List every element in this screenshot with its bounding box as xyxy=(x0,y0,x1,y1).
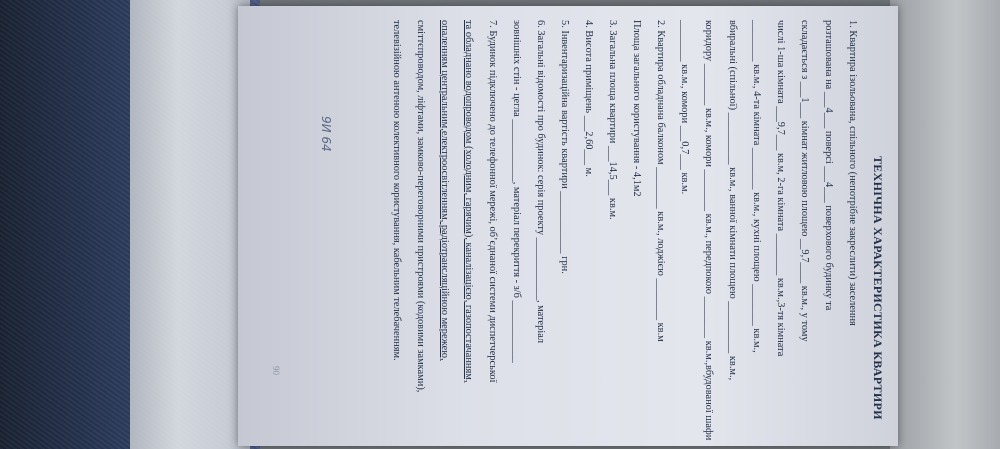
doc-line-8: ________ кв.м., комори ___0,7___ кв.м. xyxy=(679,20,690,195)
doc-line-1: 1. Квартира ізольована, спільного (непотрібне закреслити) заселення xyxy=(847,20,858,326)
background-fabric xyxy=(130,0,250,449)
doc-line-18: опаленням центральним,електроосвітленням, радіотрансляційною мережею, xyxy=(439,20,450,361)
doc-line-3: складається з ___1___ кімнат житловою площею __9,7____ кв.м., у тому xyxy=(799,20,810,342)
page-mark: 90 xyxy=(271,366,281,375)
doc-line-19: сміттєпроводом, ліфтами, замково-переговорними пристроями (кодовими замками), xyxy=(415,20,426,393)
doc-line-2: розташована на ___4___ поверсі ___4___ поверхового будинку та xyxy=(823,20,834,311)
doc-line-13: 5. Інвентаризаційна вартість квартири ____________ грн. xyxy=(559,20,570,274)
handwritten-note: 9И 64 xyxy=(319,116,333,152)
doc-line-4: числі 1-ша кімната ___9,7___ кв.м, 2-га кімната ________ кв.м.,3-тя кімната xyxy=(775,20,786,357)
doc-line-15: зовнішніх стін - цегла ____________, матеріал перекриття - з/б ____________ xyxy=(511,20,522,363)
doc-line-5: ________ кв.м., 4-та кімната ________ кв.м., кухні площею ________ кв.м., xyxy=(751,20,762,353)
doc-line-17: та обладнано водопроводом (холодним, гарячим), каналізацією, газопостачанням, xyxy=(463,20,474,383)
background-surface xyxy=(890,0,1000,449)
doc-line-14: 6. Загальні відомості про будинок: серія проекту ____________, матеріал xyxy=(535,20,546,344)
doc-line-20: телевізійною антеною колективного користування, кабельним телебаченням. xyxy=(391,20,402,361)
document-content xyxy=(271,6,898,441)
doc-line-9: 2. Квартира обладнана балконом ________ кв.м., лоджією ________ кв.м xyxy=(655,20,666,342)
document-sheet xyxy=(238,6,898,446)
doc-line-16: 7. Будинок підключено до телефонної мережі, об’єднаної системи диспетчерської xyxy=(487,20,498,383)
doc-line-10: Площа загального користування - 4,1м2 xyxy=(631,20,642,197)
doc-line-11: 3. Загальна площа квартири ___14,5___ кв.м. xyxy=(607,20,618,220)
doc-line-12: 4. Висота приміщень ___2,60___ м. xyxy=(583,20,594,177)
doc-line-6: вбиральні (спільної) __________ кв.м., ванної кімнати площею __________ кв.м., xyxy=(727,20,738,381)
document-title: ТЕХНІЧНА ХАРАКТЕРИСТИКА КВАРТИРИ xyxy=(871,156,885,420)
doc-line-7: коридору ________ кв.м., комори ________ кв.м., передпокою ________ кв.м.,вбудованої шафи xyxy=(703,20,714,441)
